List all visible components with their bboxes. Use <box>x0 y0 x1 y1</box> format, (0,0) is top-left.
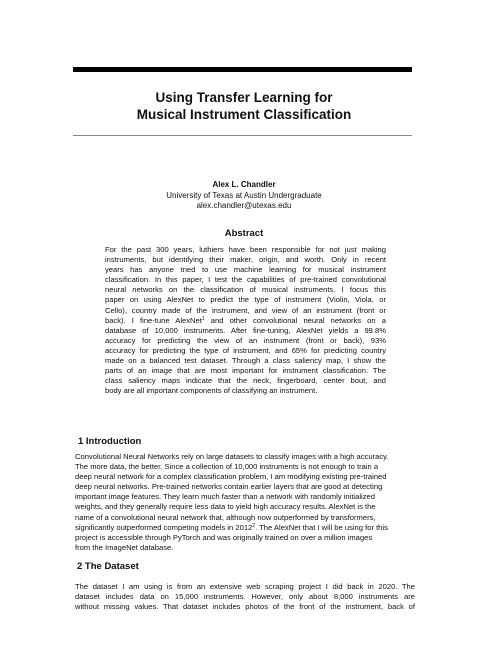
abstract-line: database of 10,000 instruments. After fine-tuning, AlexNet yields a 99.8% <box>105 325 386 335</box>
abstract-line: class saliency maps indicate that the neck, fingerboard, center bout, and <box>105 376 386 386</box>
abstract-line: Cello), country made of the instrument, and view of an instrument (front or <box>105 305 386 315</box>
abstract-line <box>105 316 386 326</box>
abstract-line-suffix: and other convolutional neural networks on a <box>210 315 386 325</box>
footnote-mark: 1 <box>201 315 205 322</box>
body-line: deep neural networks. Pre-trained networks contain earlier layers that are good at detecting <box>75 482 383 492</box>
footnote-mark: 2 <box>252 522 256 529</box>
body-line: from the ImageNet database. <box>75 542 174 552</box>
body-line: name of a convolutional neural network that, although now outperformed by transformers, <box>75 512 376 522</box>
abstract-line: made on a balanced test dataset. Through a class saliency map, I show the <box>105 356 386 366</box>
abstract-line: accuracy for predicting the type of instrument, and 65% for predicting country <box>105 345 386 355</box>
author-name: Alex L. Chandler <box>212 180 276 189</box>
title-rule <box>73 135 412 136</box>
paper-title <box>60 89 428 123</box>
title-line: Using Transfer Learning for <box>155 90 333 105</box>
abstract-line: neural networks on the classification of musical instruments. I focus this <box>105 285 386 295</box>
body-line: Convolutional Neural Networks rely on large datasets to classify images with a high accuracy. <box>75 452 389 461</box>
body-line: project is accessible through PyTorch and was originally trained on over a million images <box>75 532 373 542</box>
abstract-line-prefix: back). I fine-tune AlexNet <box>105 315 202 325</box>
abstract-line: classification. In this paper, I test the capabilities of pre-trained convolutional <box>105 275 386 285</box>
abstract-line: body are all important components of classifying an instrument. <box>105 386 318 396</box>
abstract-body <box>105 245 386 396</box>
body-line <box>75 523 415 533</box>
body-line: The dataset I am using is from an extensive web scraping project I did back in 2020. The <box>75 582 415 591</box>
body-line: dataset includes data on 15,000 instruments. However, only about 8,000 instruments are <box>75 592 415 602</box>
abstract-line: accuracy for predicting the view of an instrument (front or back), 93% <box>105 335 386 345</box>
abstract-line: years has anyone tried to use machine learning for musical instrument <box>105 265 386 275</box>
abstract-line: instruments, but identifying their maker, origin, and worth. Only in recent <box>105 255 386 265</box>
section-heading-dataset: 2 The Dataset <box>77 561 139 572</box>
body-line: deep neural network for a complex classification problem, I am modifying existing pre-trained <box>75 472 387 482</box>
dataset-body <box>75 582 415 612</box>
title-line: Musical Instrument Classification <box>136 107 352 122</box>
body-line-suffix: . The AlexNet that I will be using for this <box>255 522 388 532</box>
section-heading-introduction: 1 Introduction <box>78 436 142 447</box>
body-line: without missing values. That dataset includes photos of the front of the instrument, back of <box>75 602 415 612</box>
body-line-prefix: significantly outperformed competing models in 2012 <box>75 522 253 532</box>
abstract-line: parts of an image that are most important for instrument classification. The <box>105 366 386 376</box>
body-line: The more data, the better. Since a collection of 10,000 instruments is not enough to train a <box>75 462 379 472</box>
abstract-line: For the past 300 years, luthiers have been responsible for not just making <box>105 245 386 254</box>
introduction-body <box>75 452 415 553</box>
abstract-heading: Abstract <box>224 228 264 239</box>
body-line: important image features. They learn much faster than a network with randomly initialized <box>75 492 375 502</box>
abstract-line: paper on using AlexNet to predict the type of instrument (Violin, Viola, or <box>105 295 386 305</box>
author-affiliation: University of Texas at Austin Undergraduate <box>166 190 322 200</box>
body-line: weights, and they generally require less data to yield high accuracy results. AlexNet is the <box>75 502 376 512</box>
top-rule <box>73 67 412 72</box>
author-block <box>60 180 428 212</box>
author-email: alex.chandler@utexas.edu <box>196 201 292 210</box>
